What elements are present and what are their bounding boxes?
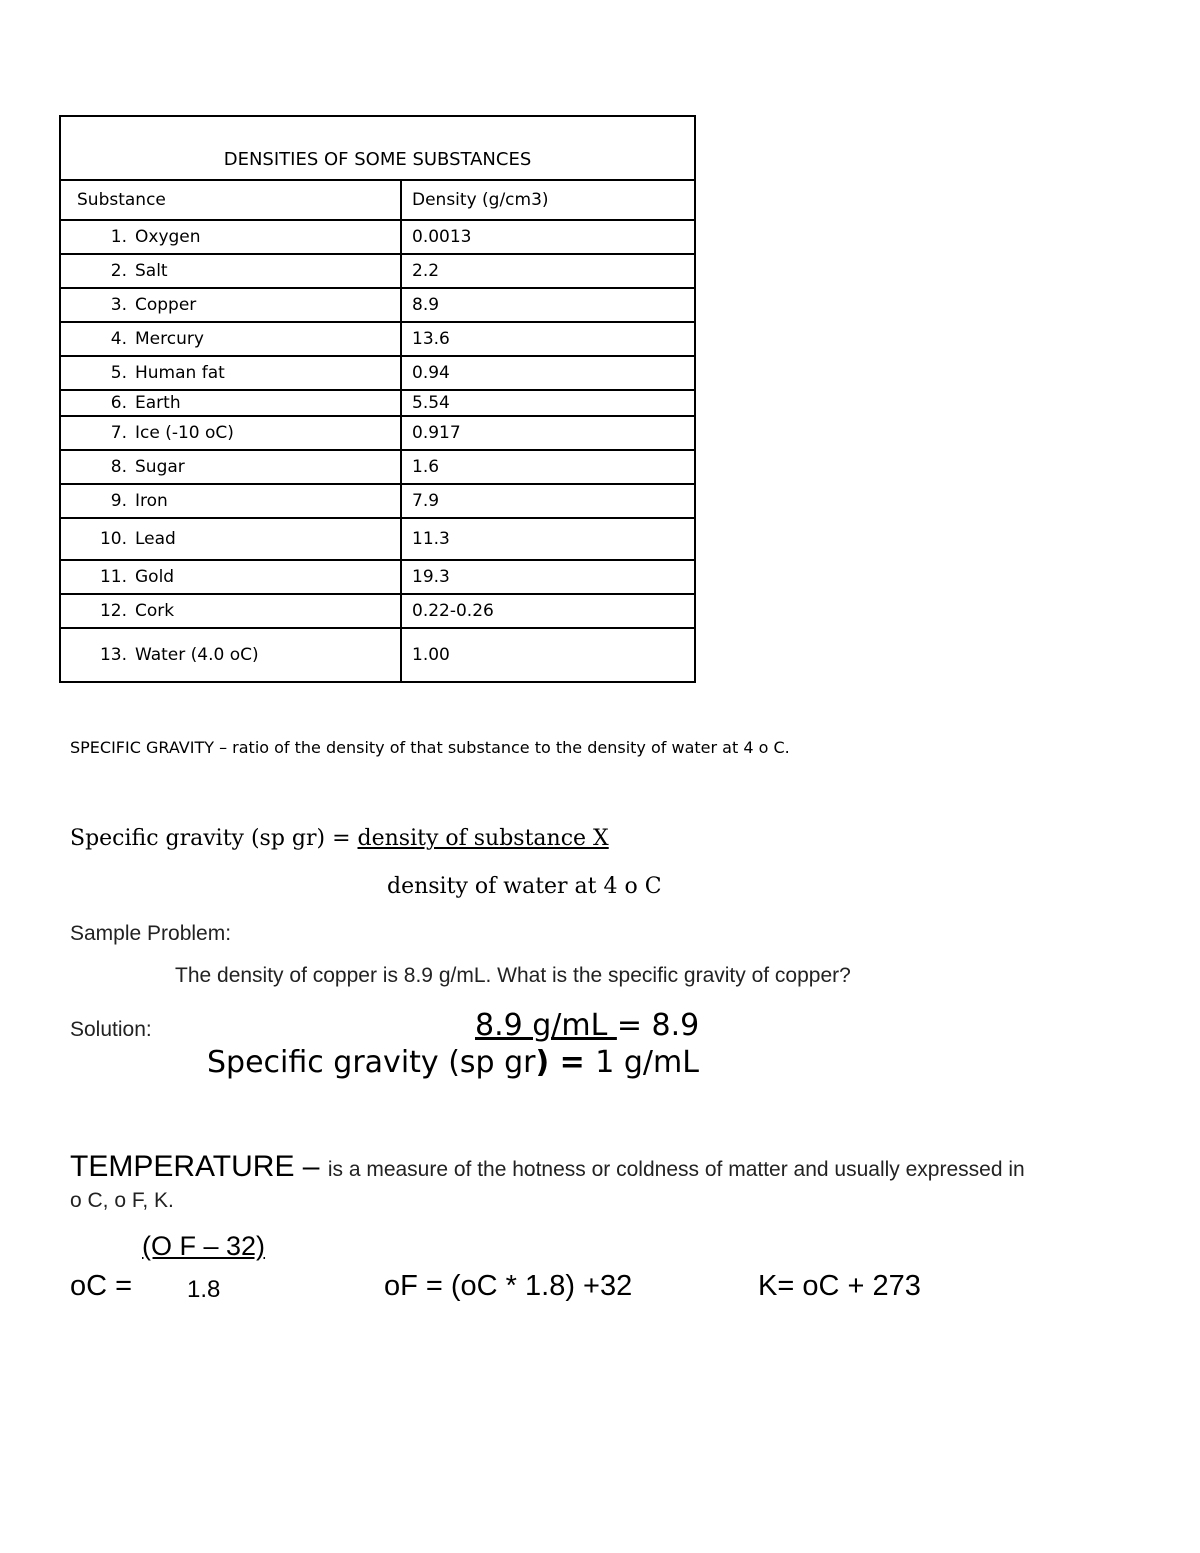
- substance-name: Earth: [135, 393, 181, 413]
- density-cell: 0.917: [401, 416, 695, 450]
- temperature-definition-1: is a measure of the hotness or coldness of matter and usually expressed in: [327, 1158, 1025, 1181]
- solution-numerator: 8.9 g/mL: [475, 1008, 617, 1043]
- row-number: 1.: [110, 227, 127, 247]
- table-row: [60, 322, 695, 356]
- solution-top-line: [475, 1008, 699, 1043]
- c-formula-numerator: (O F – 32): [142, 1231, 266, 1261]
- substance-cell: [60, 322, 401, 356]
- substance-name: Ice (-10 oC): [135, 423, 234, 443]
- solution-left: Specific gravity (sp gr: [207, 1045, 536, 1080]
- c-formula-left: oC =: [70, 1270, 133, 1302]
- density-cell: 0.94: [401, 356, 695, 390]
- row-number: 9.: [110, 491, 127, 511]
- table-row: [60, 254, 695, 288]
- substance-name: Sugar: [135, 457, 185, 477]
- k-formula: K= oC + 273: [758, 1270, 921, 1302]
- substance-cell: [60, 594, 401, 628]
- temperature-heading: TEMPERATURE –: [70, 1150, 328, 1183]
- substance-name: Oxygen: [135, 227, 201, 247]
- substance-cell: [60, 560, 401, 594]
- sample-problem-text: The density of copper is 8.9 g/mL. What is the specific gravity of copper?: [175, 964, 851, 987]
- temperature-definition-2: o C, o F, K.: [70, 1189, 174, 1212]
- density-cell: 2.2: [401, 254, 695, 288]
- row-number: 10.: [99, 529, 127, 549]
- solution-paren-eq: ) =: [535, 1045, 596, 1080]
- header-density: Density (g/cm3): [401, 180, 695, 220]
- density-cell: 11.3: [401, 518, 695, 560]
- density-cell: 0.22-0.26: [401, 594, 695, 628]
- substance-cell: [60, 356, 401, 390]
- substance-name: Cork: [135, 601, 175, 621]
- density-cell: 8.9: [401, 288, 695, 322]
- substance-name: Copper: [135, 295, 197, 315]
- table-row: [60, 560, 695, 594]
- row-number: 12.: [99, 601, 127, 621]
- table-row: [60, 390, 695, 416]
- substance-cell: [60, 254, 401, 288]
- row-number: 2.: [110, 261, 127, 281]
- substance-cell: [60, 628, 401, 682]
- table-header-row: [60, 180, 695, 220]
- substance-name: Human fat: [135, 363, 225, 383]
- substance-cell: [60, 416, 401, 450]
- sg-formula-numerator: density of substance X: [357, 826, 609, 851]
- header-substance: Substance: [60, 180, 401, 220]
- c-formula-denominator: 1.8: [187, 1276, 221, 1303]
- row-number: 5.: [110, 363, 127, 383]
- solution-denominator: 1 g/mL: [595, 1045, 699, 1080]
- substance-name: Lead: [135, 529, 176, 549]
- substance-name: Gold: [135, 567, 175, 587]
- row-number: 6.: [110, 393, 127, 413]
- densities-table: [59, 115, 696, 683]
- table-row: [60, 220, 695, 254]
- row-number: 11.: [99, 567, 127, 587]
- table-title-row: [60, 116, 695, 180]
- temperature-line: [70, 1150, 1025, 1184]
- sample-problem-label: Sample Problem:: [70, 922, 232, 945]
- table-row: [60, 416, 695, 450]
- substance-cell: [60, 484, 401, 518]
- sg-formula-line: [70, 826, 609, 851]
- row-number: 3.: [110, 295, 127, 315]
- density-cell: 1.6: [401, 450, 695, 484]
- density-cell: 19.3: [401, 560, 695, 594]
- solution-bottom-line: [207, 1045, 699, 1080]
- row-number: 8.: [110, 457, 127, 477]
- substance-name: Iron: [135, 491, 168, 511]
- density-cell: 13.6: [401, 322, 695, 356]
- f-formula: oF = (oC * 1.8) +32: [384, 1270, 633, 1302]
- substance-cell: [60, 288, 401, 322]
- row-number: 13.: [99, 645, 127, 665]
- table-row: [60, 288, 695, 322]
- substance-cell: [60, 450, 401, 484]
- sg-formula-denominator: density of water at 4 o C: [387, 874, 662, 899]
- density-cell: 1.00: [401, 628, 695, 682]
- table-row: [60, 450, 695, 484]
- row-number: 7.: [110, 423, 127, 443]
- solution-label: Solution:: [70, 1018, 152, 1041]
- table-title: DENSITIES OF SOME SUBSTANCES: [60, 116, 695, 180]
- table-row: [60, 628, 695, 682]
- table-row: [60, 484, 695, 518]
- row-number: 4.: [110, 329, 127, 349]
- table-row: [60, 518, 695, 560]
- specific-gravity-definition: SPECIFIC GRAVITY – ratio of the density of that substance to the density of water at 4 o C.: [70, 738, 790, 757]
- table-row: [60, 356, 695, 390]
- substance-name: Mercury: [135, 329, 204, 349]
- solution-result: = 8.9: [616, 1008, 700, 1043]
- density-cell: 5.54: [401, 390, 695, 416]
- table-row: [60, 594, 695, 628]
- substance-cell: [60, 518, 401, 560]
- substance-name: Water (4.0 oC): [135, 645, 259, 665]
- substance-cell: [60, 390, 401, 416]
- sg-formula-left: Specific gravity (sp gr) =: [70, 826, 358, 851]
- substance-cell: [60, 220, 401, 254]
- density-cell: 7.9: [401, 484, 695, 518]
- substance-name: Salt: [135, 261, 168, 281]
- density-cell: 0.0013: [401, 220, 695, 254]
